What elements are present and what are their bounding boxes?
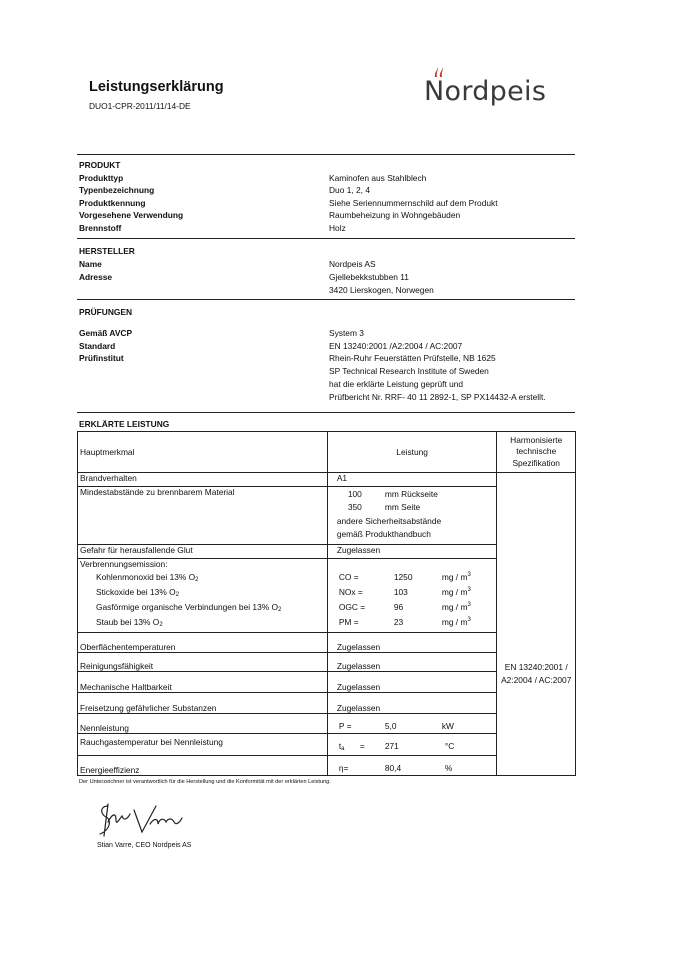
- co-unit: [442, 572, 471, 582]
- m3-superscript: 3: [467, 602, 471, 608]
- oberflaeche-label: Oberflächentemperaturen: [78, 633, 328, 653]
- standard-value: EN 13240:2001 /A2:2004 / AC:2007: [329, 341, 463, 351]
- ogc-symbol: OGC =: [338, 602, 366, 612]
- responsibility-statement: Der Unterzeichner ist verantwortlich für die Herstellung und die Konformität mit der erklärten Leistung.: [79, 779, 331, 785]
- spec-value: [497, 473, 576, 776]
- m3-superscript: 3: [467, 572, 471, 578]
- m3-superscript: 3: [467, 617, 471, 623]
- performance-table: [77, 431, 576, 776]
- rauch-cell: [327, 734, 497, 756]
- avcp-label: Gemäß AVCP: [79, 328, 133, 338]
- section-leistung-heading: ERKLÄRTE LEISTUNG: [79, 419, 170, 429]
- effizienz-value: 80,4: [384, 763, 402, 773]
- pruefinstitut-line-3: hat die erklärte Leistung geprüft und: [329, 379, 464, 389]
- col-spezifikation: [497, 432, 576, 473]
- abstand-side-num: 350: [347, 502, 362, 512]
- pruefinstitut-line-2: SP Technical Research Institute of Sweden: [329, 366, 489, 376]
- col-spec-line-2: technische: [516, 446, 557, 457]
- nox-symbol: NOx =: [338, 587, 363, 597]
- pruefinstitut-label: Prüfinstitut: [79, 353, 124, 363]
- glut-value: Zugelassen: [327, 545, 497, 559]
- adresse-line-2: 3420 Lierskogen, Norwegen: [329, 285, 434, 295]
- effizienz-symbol: η=: [338, 763, 349, 773]
- effizienz-cell: [327, 756, 497, 776]
- divider-pruefungen: [77, 299, 575, 300]
- standard-label: Standard: [79, 341, 116, 351]
- o2-subscript: 2: [159, 622, 163, 628]
- abstand-rear-num: 100: [347, 489, 362, 499]
- rauch-label: Rauchgastemperatur bei Nennleistung: [78, 734, 328, 756]
- haltbarkeit-value: Zugelassen: [327, 672, 497, 693]
- emission-values-cell: [327, 559, 497, 633]
- divider-top: [77, 154, 575, 155]
- avcp-value: System 3: [329, 328, 364, 338]
- table-header-row: [78, 432, 576, 473]
- produktkennung-label: Produktkennung: [79, 198, 146, 208]
- pruefinstitut-line-1: Rhein-Ruhr Feuerstätten Prüfstelle, NB 1625: [329, 353, 496, 363]
- abstand-side-text: mm Seite: [384, 502, 421, 512]
- produktkennung-value: Siehe Seriennummernschild auf dem Produkt: [329, 198, 498, 208]
- emission-nox-label: [96, 587, 179, 598]
- section-pruefungen-heading: PRÜFUNGEN: [79, 307, 133, 317]
- name-label: Name: [79, 259, 102, 269]
- abstand-cell: [327, 487, 497, 545]
- produkttyp-value: Kaminofen aus Stahlblech: [329, 173, 427, 183]
- section-hersteller-heading: HERSTELLER: [79, 246, 135, 256]
- rauch-subscript: a: [341, 746, 345, 752]
- rauch-equals: =: [359, 741, 365, 751]
- reinigung-value: Zugelassen: [327, 653, 497, 672]
- brand-label: Brandverhalten: [78, 473, 328, 487]
- o2-subscript: 2: [175, 592, 179, 598]
- co-value: 1250: [393, 572, 413, 582]
- ogc-value: 96: [393, 602, 404, 612]
- reinigung-label: Reinigungsfähigkeit: [78, 653, 328, 672]
- effizienz-label: Energieeffizienz: [78, 756, 328, 776]
- abstand-note-2: gemäß Produkthandbuch: [336, 529, 431, 539]
- emission-pm-label: [96, 617, 163, 628]
- pm-symbol: PM =: [338, 617, 359, 627]
- emission-co-label: [96, 572, 199, 583]
- document-id: DUO1-CPR-2011/11/14-DE: [89, 101, 191, 111]
- adresse-label: Adresse: [79, 272, 113, 282]
- emission-co-text: Kohlenmonoxid bei 13% O: [96, 572, 196, 582]
- o2-subscript: 2: [278, 607, 282, 613]
- rauch-symbol: [339, 741, 345, 752]
- pm-unit-text: mg / m: [441, 617, 468, 627]
- emission-nox-text: Stickoxide bei 13% O: [96, 587, 176, 597]
- emission-ogc-label: [96, 602, 281, 613]
- emission-pm-text: Staub bei 13% O: [96, 617, 160, 627]
- col-hauptmerkmal: Hauptmerkmal: [78, 432, 328, 473]
- name-value: Nordpeis AS: [329, 259, 376, 269]
- abstand-note-1: andere Sicherheitsabstände: [336, 516, 442, 526]
- haltbarkeit-label: Mechanische Haltbarkeit: [78, 672, 328, 693]
- signature-image: [94, 800, 194, 840]
- nenn-unit: kW: [441, 721, 454, 731]
- nenn-value: 5,0: [384, 721, 397, 731]
- nenn-cell: [327, 714, 497, 734]
- gefaehrlich-label: Freisetzung gefährlicher Substanzen: [78, 693, 328, 714]
- abstand-label: Mindestabstände zu brennbarem Material: [78, 487, 328, 545]
- produkttyp-label: Produkttyp: [79, 173, 124, 183]
- nordpeis-logo: [424, 66, 554, 106]
- divider-hersteller: [77, 238, 575, 239]
- rauch-value: 271: [384, 741, 399, 751]
- rauch-unit: °C: [444, 741, 455, 751]
- rauch-symbol-text: t: [338, 741, 342, 751]
- signature: [94, 800, 194, 840]
- nox-unit-text: mg / m: [441, 587, 468, 597]
- ogc-unit-text: mg / m: [441, 602, 468, 612]
- pm-value: 23: [393, 617, 404, 627]
- table-row: [78, 473, 576, 487]
- emission-label: Verbrennungsemission:: [80, 559, 168, 569]
- spec-value-line-2: A2:2004 / AC:2007: [501, 675, 572, 685]
- gefaehrlich-value: Zugelassen: [327, 693, 497, 714]
- spec-value-line-1: EN 13240:2001 /: [504, 662, 568, 672]
- pruefinstitut-line-4: Prüfbericht Nr. RRF- 40 11 2892-1, SP PX14432-A erstellt.: [329, 392, 546, 402]
- pm-unit: [442, 617, 471, 627]
- abstand-rear-text: mm Rückseite: [384, 489, 438, 499]
- glut-label: Gefahr für herausfallende Glut: [78, 545, 328, 559]
- brennstoff-value: Holz: [329, 223, 346, 233]
- divider-leistung: [77, 412, 575, 413]
- ogc-unit: [442, 602, 471, 612]
- document-title: Leistungserklärung: [89, 79, 224, 95]
- oberflaeche-value: Zugelassen: [327, 633, 497, 653]
- co-symbol: CO =: [338, 572, 359, 582]
- brand-value: A1: [327, 473, 497, 487]
- nox-unit: [442, 587, 471, 597]
- typenbezeichnung-value: Duo 1, 2, 4: [329, 185, 370, 195]
- nenn-symbol: P =: [338, 721, 352, 731]
- brennstoff-label: Brennstoff: [79, 223, 122, 233]
- nox-value: 103: [393, 587, 408, 597]
- emission-cell: [78, 559, 328, 633]
- logo-text: Nordpeis: [424, 76, 547, 107]
- verwendung-label: Vorgesehene Verwendung: [79, 210, 184, 220]
- nenn-label: Nennleistung: [78, 714, 328, 734]
- col-spec-line-1: Harmonisierte: [510, 434, 563, 445]
- co-unit-text: mg / m: [441, 572, 468, 582]
- col-spec-line-3: Spezifikation: [512, 457, 560, 468]
- col-leistung: Leistung: [327, 432, 497, 473]
- m3-superscript: 3: [467, 587, 471, 593]
- emission-ogc-text: Gasförmige organische Verbindungen bei 13% O: [96, 602, 279, 612]
- typenbezeichnung-label: Typenbezeichnung: [79, 185, 155, 195]
- effizienz-unit: %: [444, 763, 453, 773]
- o2-subscript: 2: [195, 577, 199, 583]
- verwendung-value: Raumbeheizung in Wohngebäuden: [329, 210, 461, 220]
- signer-name: Stian Varre, CEO Nordpeis AS: [97, 842, 192, 849]
- adresse-line-1: Gjellebekkstubben 11: [329, 272, 409, 282]
- section-produkt-heading: PRODUKT: [79, 160, 121, 170]
